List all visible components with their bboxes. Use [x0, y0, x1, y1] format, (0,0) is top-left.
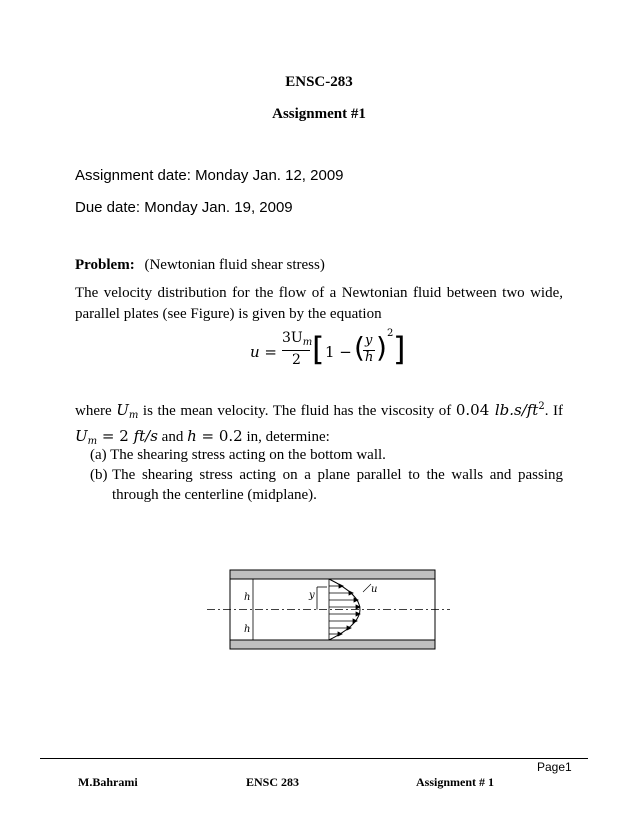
footer-course: ENSC 283 [246, 775, 300, 789]
label-y: y [309, 590, 315, 601]
item-a-text: The shearing stress acting on the bottom wall. [110, 447, 386, 463]
problem-item-a [90, 445, 563, 465]
um2-symbol: U [75, 427, 88, 445]
viscosity-exponent: 2 [538, 401, 545, 412]
course-title: ENSC-283 [285, 74, 353, 90]
item-b-marker: (b) [90, 467, 108, 483]
um-symbol [116, 401, 138, 419]
label-h-top: h [244, 592, 251, 603]
footer-rule [40, 758, 588, 759]
footer-author: M.Bahrami [78, 775, 138, 789]
bottom-plate [230, 640, 435, 649]
problem-label: Problem: [75, 257, 135, 273]
due-date: Due date: Monday Jan. 19, 2009 [75, 199, 293, 216]
page-number: Page1 [537, 760, 572, 774]
item-b-text: The shearing stress acting on a plane parallel to the walls and passing through the centerline (midplane). [112, 467, 563, 503]
um-symbol-sub: m [128, 410, 139, 421]
label-u: u [371, 584, 378, 595]
eq-den: 2 [292, 352, 301, 368]
viscosity-number: 0.04 [455, 401, 495, 419]
where-text-2: is the mean velocity. The fluid has the viscosity of [138, 403, 456, 419]
eq-frac-den: h [365, 350, 374, 365]
um2-unit: ft/s [133, 427, 158, 445]
eq-num-sub: m [302, 337, 313, 348]
eq-lhs: u = [250, 343, 277, 361]
where-text-4: and [157, 429, 188, 445]
label-h-bottom: h [244, 624, 251, 635]
velocity-equation [250, 328, 410, 372]
problem-heading [75, 257, 325, 274]
channel-flow-figure [205, 566, 455, 656]
u-pointer [363, 584, 371, 592]
eq-right-paren: ) [376, 331, 387, 364]
problem-topic: (Newtonian fluid shear stress) [144, 257, 325, 273]
where-text-5: in, determine: [242, 429, 330, 445]
h-value: = 0.2 [196, 427, 243, 445]
problem-intro: The velocity distribution for the flow of a Newtonian fluid between two wide, parallel plates (see Figure) is given by the equation [75, 285, 563, 322]
footer-assignment: Assignment # 1 [416, 775, 495, 789]
viscosity-value [456, 401, 545, 419]
eq-fraction-bar [282, 350, 310, 351]
eq-num-text: 3U [282, 330, 303, 346]
eq-left-paren: ( [354, 331, 365, 364]
eq-one: 1 − [325, 343, 352, 361]
eq-exponent: 2 [387, 328, 394, 339]
where-text-3: . If [544, 403, 563, 419]
velocity-arrows [329, 584, 360, 636]
eq-frac-num: y [365, 333, 373, 348]
where-text-1: where [75, 403, 117, 419]
top-plate [230, 570, 435, 579]
h-symbol: h [187, 427, 197, 445]
h-condition [187, 427, 243, 445]
viscosity-unit: lb.s/ft [494, 401, 539, 419]
assignment-title: Assignment #1 [272, 106, 366, 122]
item-a-marker: (a) [90, 447, 107, 463]
um-symbol-text: U [116, 401, 129, 419]
problem-conditions [75, 396, 563, 452]
um2-value: = 2 [97, 427, 134, 445]
um2-sub: m [87, 436, 98, 447]
assignment-date: Assignment date: Monday Jan. 12, 2009 [75, 167, 344, 184]
eq-right-bracket: ] [393, 330, 406, 368]
eq-left-bracket: [ [312, 330, 325, 368]
eq-num [282, 330, 312, 348]
um-condition [75, 427, 158, 445]
